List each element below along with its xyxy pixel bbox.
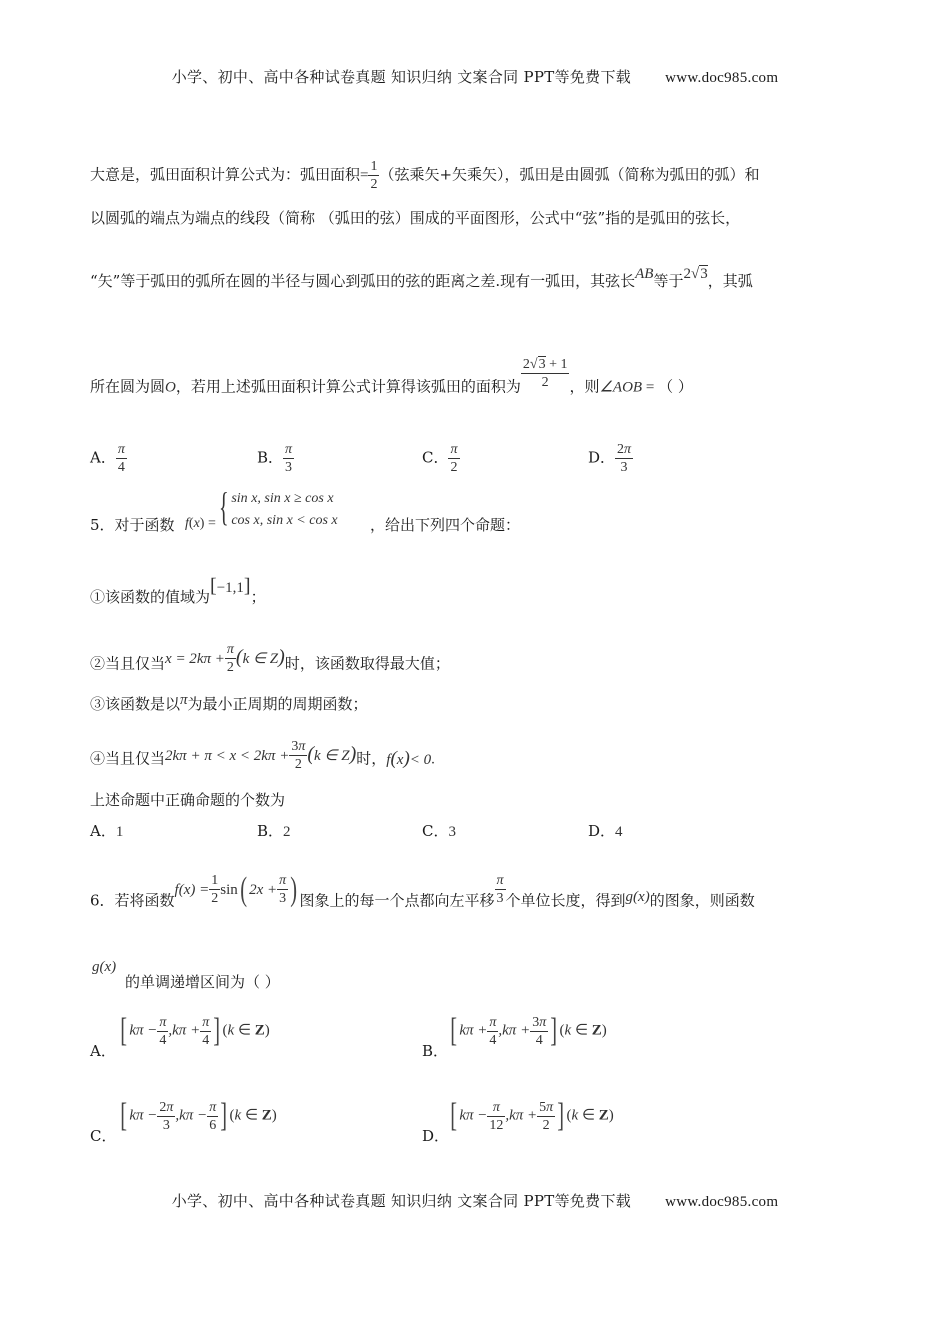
option-label: B． [422,1042,449,1060]
option-label: B． [257,822,284,840]
math-O: O [165,379,176,396]
q5-piecewise-function: f(x) = { sin x, sin x ≥ cos x cos x, sin x < cos x [185,484,338,532]
option-label: D． [588,448,616,467]
fraction-half: $\frac{1}{2}$ [211,873,219,906]
math-gx: g(x) [625,888,650,905]
q5-text: 5．对于函数 [90,516,175,534]
q5-statement-4: ④当且仅当2kπ + π < x < 2kπ + $\frac{3\pi}{2}$ (k ∈ Z)时，f(x)< 0. [90,739,435,772]
q6-option-b[interactable] [422,1041,448,1061]
math-x-eq: x = 2kπ + [165,650,225,667]
math-AB: AB [635,266,654,282]
q5-option-b[interactable] [257,821,291,842]
math-2sqrt3: 2√3 [683,266,708,282]
option-label: A． [90,448,116,467]
q5-option-a[interactable] [90,821,123,842]
q5-text: 时， [356,749,387,768]
option-label: A． [90,1042,116,1060]
option-value: 3 [448,824,456,840]
footer-site: www.doc985.com [665,1194,779,1210]
q4-text: 大意是，弧田面积计算公式为：弧田面积 [90,165,361,184]
option-label: D． [422,1127,450,1145]
q4-text: 等于 [653,272,684,290]
math-inequality: 2kπ + π < x < 2kπ + [165,747,290,764]
q6-option-d[interactable] [422,1126,449,1146]
math-interval: [−1,1] [210,575,251,597]
q6-text: 个单位长度，得到 [505,891,626,910]
q4-text: （弦乘矢+矢乘矢），弧田是由圆弧（简称为弧田的弧）和 [379,165,760,184]
q4-option-b[interactable] [257,441,294,476]
math-pi: π [180,692,188,708]
option-label: B． [257,448,284,467]
footer-text: 小学、初中、高中各种试卷真题 知识归纳 文案合同 PPT等免费下载 [171,1192,632,1210]
fraction-pi-3-shift: $\frac{\pi}{3}$ [496,873,504,906]
fraction-pi-3: $\frac{\pi}{3}$ [279,873,287,906]
fraction-2pi-3: $\frac{2\pi}{3}$ [617,442,632,475]
q4-text: 所在圆为圆 [90,377,166,396]
q4-option-d[interactable] [588,441,633,476]
math-fx-lt-0: f(x)< 0 [386,747,432,769]
option-label: C． [422,822,449,840]
q5-intro [90,515,175,535]
header-text: 小学、初中、高中各种试卷真题 知识归纳 文案合同 PPT等免费下载 [171,68,632,86]
math-sin: sin [220,881,238,898]
header-site: www.doc985.com [665,70,779,86]
q4-line-2: 以圆弧的端点为端点的线段（简称 （弧田的弦）围成的平面图形，公式中“弦”指的是弧田的弦长， [90,209,741,227]
q4-option-c[interactable] [422,441,460,476]
fraction-3pi-2: $\frac{3\pi}{2}$ [291,739,306,772]
option-label: A． [90,822,116,840]
q5-statement-2 [90,642,450,682]
q4-text: ，其弧 [707,272,753,290]
q6-option-a[interactable] [90,1041,116,1061]
q5-option-d[interactable] [588,821,623,842]
q5-text: ③该函数是以 [90,695,181,713]
option-value: 4 [615,824,623,840]
option-label: C． [90,1127,117,1145]
math-k-in-z: (k ∈ Z) [307,742,357,765]
q5-option-c[interactable] [422,821,456,842]
math-fx: f(x) = [174,881,210,898]
q6-option-a-math: [ kπ − $\frac{\pi}{4}$ ,kπ + $\frac{\pi}{4}$ ] (k ∈ Z) [120,1012,270,1049]
fraction-pi-4: $\frac{\pi}{4}$ [117,442,125,475]
q4-text: （ ） [658,377,693,396]
q5-text: ①该函数的值域为 [90,588,211,606]
option-value: 2 [283,824,291,840]
q6-option-d-math: [ kπ − $\frac{\pi}{12}$ ,kπ + $\frac{5\pi}{2}$ ] (k ∈ Z) [450,1097,614,1134]
fraction-half: $\frac{1}{2}$ [370,159,378,192]
q4-text: ，则 [569,377,600,396]
q5-text: 时，该函数取得最大值； [284,654,450,673]
q6-text: 图象上的每一个点都向左平移 [299,891,495,910]
math-k-in-z: (k ∈ Z) [235,645,285,668]
fraction-pi-2: $\frac{\pi}{2}$ [450,442,458,475]
q5-statement-3 [90,694,368,715]
q4-line-1: 大意是，弧田面积计算公式为：弧田面积= $\frac{1}{2}$ （弦乘矢+矢乘矢），弧田是由圆弧（简称为弧田的弧）和 [90,159,760,192]
q5-text: ； [250,588,266,606]
fraction-pi-3: $\frac{\pi}{3}$ [285,442,293,475]
q6-option-c-math: [ kπ − $\frac{2\pi}{3}$ ,kπ − $\frac{\pi}{6}$ ] (k ∈ Z) [120,1097,277,1134]
q4-text: “矢”等于弧田的弧所在圆的半径与圆心到弧田的弦的距离之差.现有一弧田，其弦长 [90,272,636,290]
q4-line-3 [90,266,753,292]
page-footer [0,1190,950,1211]
q4-text: ，若用上述弧田面积计算公式计算得该弧田的面积为 [175,377,521,396]
option-value: 1 [115,824,124,840]
fraction-area: $\frac{2√3 + 1}{2}$ [522,357,568,390]
q6-line-1: 6．若将函数f(x) = $\frac{1}{2}$ sin( 2x + $\frac{\pi}{3}$ ) 图象上的每一个点都向左平移 $\frac{\pi}{3}$ 个单位长度，得到g(x)的图象，则函数 [90,870,755,910]
q6-text: 的图象，则函数 [649,891,755,910]
q6-text: 6．若将函数 [90,891,175,910]
q6-option-b-math: [ kπ + $\frac{\pi}{4}$ ,kπ + $\frac{3\pi}{4}$ ] (k ∈ Z) [450,1012,607,1049]
q5-ask: 上述命题中正确命题的个数为 [90,791,286,809]
q4-option-a[interactable] [90,441,127,476]
q5-statement-1 [90,575,266,608]
q5-text: ④当且仅当 [90,749,166,768]
fraction-pi-2: $\frac{\pi}{2}$ [226,642,234,675]
q5-text: 为最小正周期的周期函数； [187,695,368,713]
q4-line-4: 所在圆为圆O，若用上述弧田面积计算公式计算得该弧田的面积为 $\frac{2√3 + 1}{2}$ ，则∠AOB = （ ） [90,357,693,396]
option-label: D． [588,822,616,840]
option-label: C． [422,448,449,467]
math-angle-AOB: ∠AOB [599,379,643,396]
math-2x: 2x + [249,881,278,898]
math-gx-line2: g(x) [92,959,117,975]
piecewise-cases: { sin x, sin x ≥ cos x cos x, sin x < cos x [219,484,338,529]
q5-text: ②当且仅当 [90,654,166,673]
q6-line-2: 的单调递增区间为（ ） [125,973,280,991]
q6-option-c[interactable] [90,1126,116,1146]
q5-intro-end: ，给出下列四个命题： [370,516,521,534]
